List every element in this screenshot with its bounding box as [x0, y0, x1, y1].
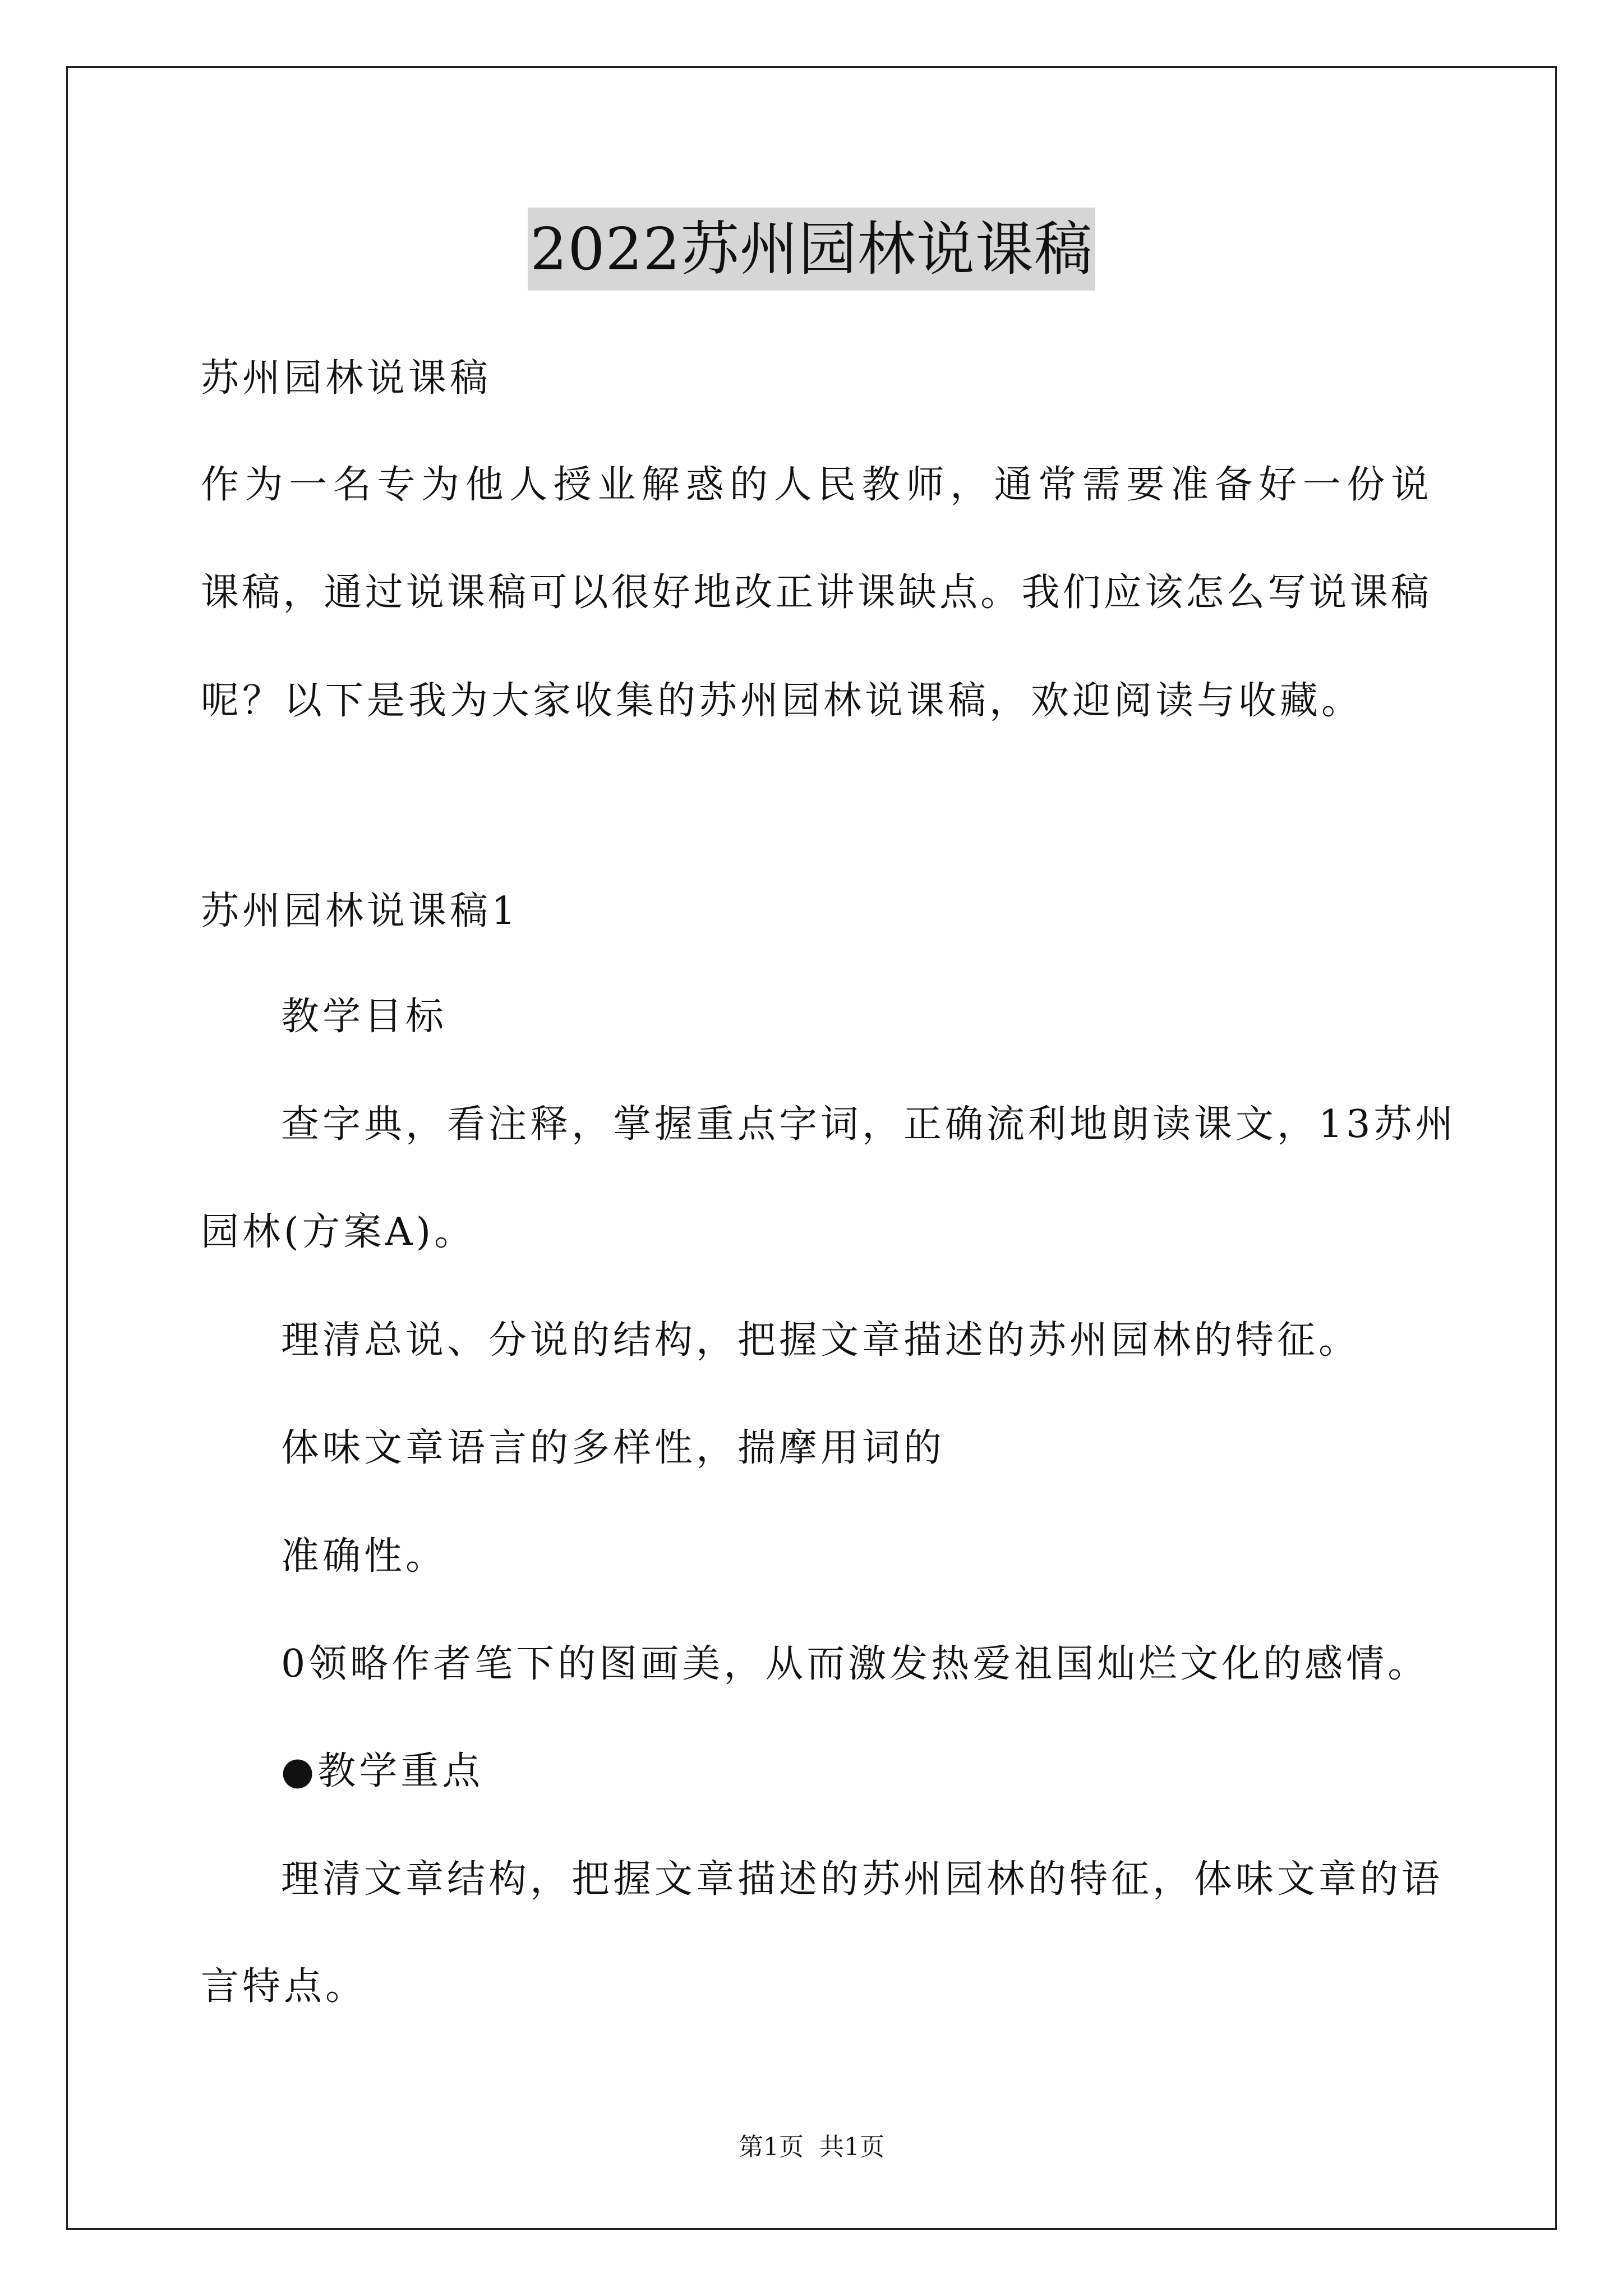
page-total: 共1页: [819, 2133, 884, 2161]
subheading-teaching-focus: ●教学重点: [281, 1749, 484, 1793]
section-heading: 苏州园林说课稿1: [201, 889, 519, 933]
paragraph-line: 言特点。: [201, 1964, 367, 2009]
paragraph-line: 作为一名专为他人授业解惑的人民教师，通常需要准备好一份说: [201, 463, 1429, 507]
paragraph-line: 查字典，看注释，掌握重点字词，正确流利地朗读课文，13苏州: [281, 1102, 1457, 1147]
paragraph-line: 课稿，通过说课稿可以很好地改正讲课缺点。我们应该怎么写说课稿: [201, 570, 1429, 615]
paragraph-line: 理清文章结构，把握文章描述的苏州园林的特征，体味文章的语: [281, 1857, 1444, 1902]
intro-heading: 苏州园林说课稿: [201, 356, 492, 401]
paragraph-line: 园林(方案A)。: [201, 1210, 476, 1254]
paragraph-line: 0领略作者笔下的图画美，从而激发热爱祖国灿烂文化的感情。: [281, 1642, 1430, 1686]
paragraph-line: 体味文章语言的多样性，揣摩用词的: [281, 1426, 946, 1470]
document-title: 2022苏州园林说课稿: [528, 208, 1095, 291]
subheading-teaching-goals: 教学目标: [281, 995, 448, 1039]
paragraph-line: 呢？以下是我为大家收集的苏州园林说课稿，欢迎阅读与收藏。: [201, 679, 1363, 723]
page-footer: [0, 2131, 1623, 2164]
page-number: 第1页: [739, 2133, 804, 2161]
paragraph-line: 理清总说、分说的结构，把握文章描述的苏州园林的特征。: [281, 1318, 1361, 1363]
title-container: [0, 208, 1623, 291]
paragraph-line: 准确性。: [281, 1534, 448, 1579]
